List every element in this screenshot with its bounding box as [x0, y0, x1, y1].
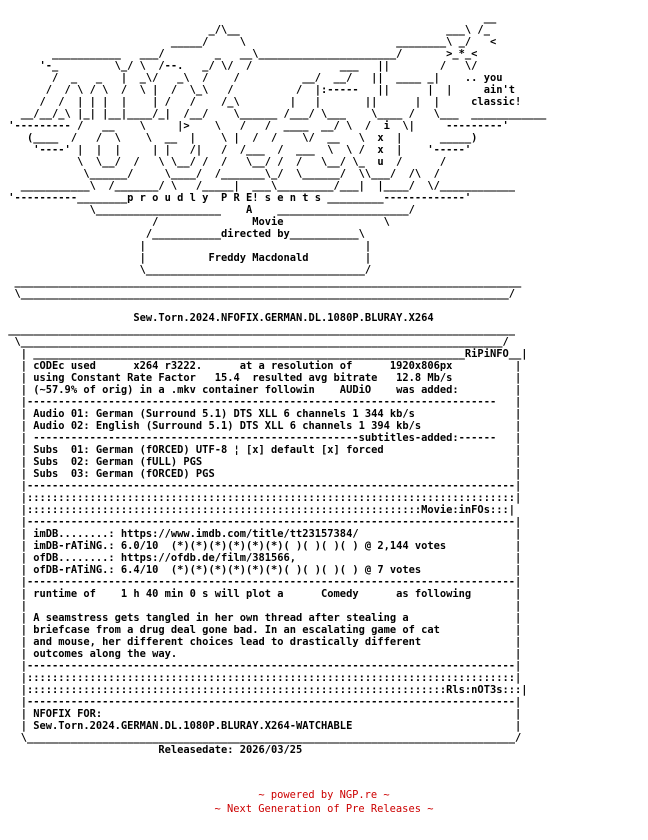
footer-tagline: ~ Next Generation of Pre Releases ~ [214, 803, 434, 815]
nfo-ascii-document: __ _/\__ ___\ /_ _____/ \ ________\ _/ < ___________ ___/ _ __\______________________/ >_*_< '-_ \_/ \ /--. _/ \/ / ___ || / \/ / _ _ | _\/ _\ / / __/ __/ || ____ _| .. you / / \ / \ / \ | / \_\ / / |:----- || | | ain't / / | | | | | / / /_\ | | || | | classic! __/__/_\ |_| |__|____/_| /__/ \______ /___/ \___ \____ / \___ ____________ '--------- / __ \ |> \ / / ____ __/ \ / i \| ---------' (____ / / \ \ __ | \ | / / \/ __ \ x | _____) '----' | | | | | /| / /___ / ___ \ \ / x | '-----' \ \__/ / \ \__/ / / \__/ / / \__/ \_ u / / \______/ \____/ /_______\_/ \______/ \\___/ /\ / ___________\ /_______/ \ /_____| ___\_________/___| |____/ \/____________ '----------________p r o u d l y P R E! s e n t s _________-------------' \____________________ A _____________________/ / Movie \ /___________directed by___________\ | | | Freddy Macdonald | \___________________________________/ _________________________________________________________________________________ \______________________________________________________________________________/ Sew.Torn.2024.NFOFIX.GERMAN.DL.1080P.BLURAY.X264 _________________________________________________________________________________ \_____________________________________________________________________________/ | _____________________________________________________________________RiPiNFO__| | cODEc used x264 r3222. at a resolution of 1920x806px | | using Constant Rate Factor 15.4 resulted avg bitrate 12.8 Mb/s | | (~57.9% of orig) in a .mkv container followin AUDiO was added: | |--------------------------------------------------------------------------- | | Audio 01: German (Surround 5.1) DTS XLL 6 channels 1 344 kb/s | | Audio 02: English (Surround 5.1) DTS XLL 6 channels 1 394 kb/s | | ----------------------------------------------------subtitles-added:------ | | Subs 01: German (fORCED) UTF-8 ¦ [x] default [x] forced | | Subs 02: German (fULL) PGS | | Subs 03: German (fORCED) PGS | |------------------------------------------------------------------------------| |::::::::::::::::::::::::::::::::::::::::::::::::::::::::::::::::::::::::::::::| |:::::::::::::::::::::::::::::::::::::::::::::::::::::::::::::::Movie:inFOs:::| |------------------------------------------------------------------------------| | imDB........: https://www.imdb.com/title/tt23157384/ | | imDB-rATiNG.: 6.0/10 (*)(*)(*)(*)(*)(*)( )( )( )( ) @ 2,144 votes | | ofDB........: https://ofdb.de/film/381566, | | ofDB-rATiNG.: 6.4/10 (*)(*)(*)(*)(*)(*)( )( )( )( ) @ 7 votes | |------------------------------------------------------------------------------| | runtime of 1 h 40 min 0 s will plot a Comedy as following | | | | A seamstress gets tangled in her own thread after stealing a | | briefcase from a drug deal gone bad. In an escalating game of cat | | and mouse, her different choices lead to drastically different | | outcomes along the way. | |------------------------------------------------------------------------------| |::::::::::::::::::::::::::::::::::::::::::::::::::::::::::::::::::::::::::::::| |:::::::::::::::::::::::::::::::::::::::::::::::::::::::::::::::::::Rls:nOT3s:::| |------------------------------------------------------------------------------| | NFOFIX FOR: | | Sew.Torn.2024.GERMAN.DL.1080P.BLURAY.X264-WATCHABLE | \______________________________________________________________________________/ Releasedate: 2026/03/25 [8, 12, 547, 756]
footer-powered-by: ~ powered by NGP.re ~ [258, 789, 390, 801]
